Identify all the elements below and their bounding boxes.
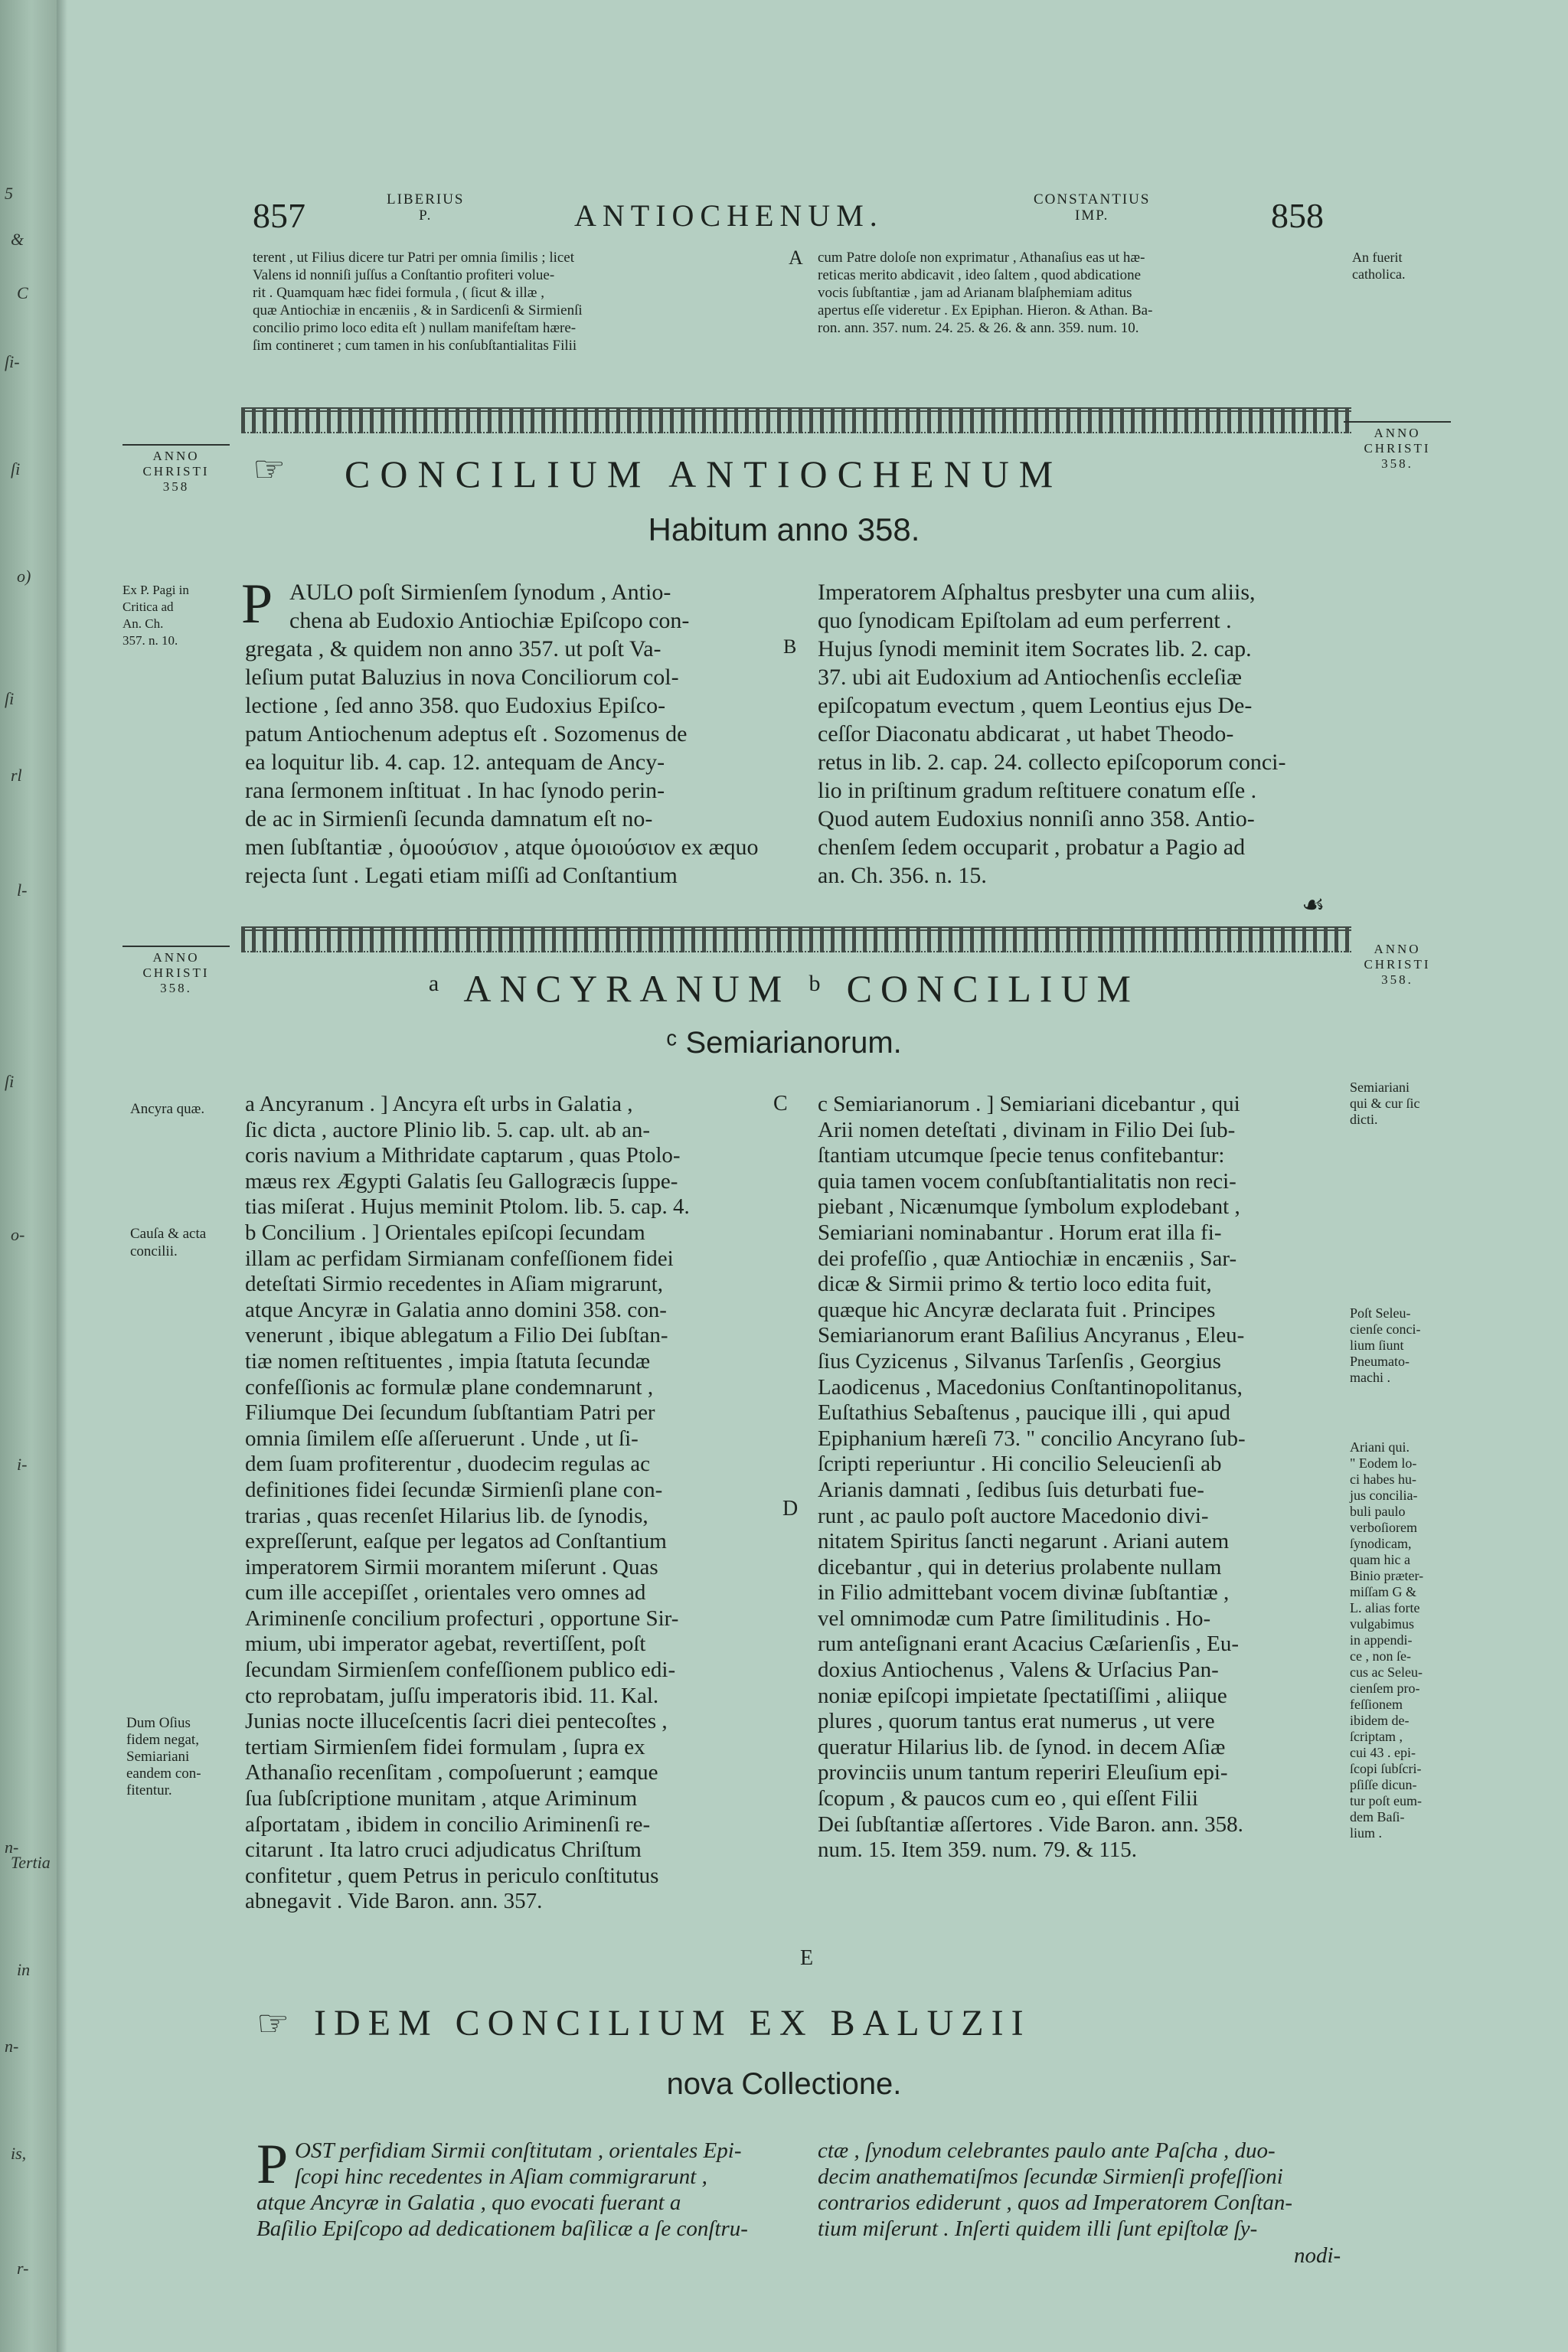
running-head-title: ANTIOCHENUM. — [574, 198, 884, 233]
adjacent-page-fragment: l- — [17, 880, 28, 900]
anno-christi-marker-left-1: ANNO CHRISTI 358 — [122, 444, 230, 495]
section3-text-left-opening: OST perfidiam Sirmii conſtitutam , orientales Epi- ſcopi hinc recedentes in Aſiam commigrarunt , — [295, 2138, 742, 2189]
running-head-left: LIBERIUS P. — [387, 191, 465, 224]
anno-christi-marker-right-1: ANNO CHRISTI 358. — [1344, 421, 1451, 472]
adjacent-page-fragment: ſi — [5, 689, 15, 708]
page-number-right: 858 — [1271, 196, 1324, 235]
adjacent-page-fragment: r- — [17, 2259, 29, 2278]
page-number-left: 857 — [253, 196, 305, 235]
catchword: nodi- — [1294, 2243, 1341, 2268]
carryover-text-left: terent , ut Filius dicere tur Patri per omnia ſimilis ; licet Valens id nonniſi juſſus a Conſtantio profiteri volue- rit . Quamquam hæc fidei formula , ( ſicut & illæ , quæ Antiochiæ in encæniis , & in Sardicenſi & Sirmienſi concilio primo loco edita eſt ) nullam manifeſtam hære- ſim contineret ; cum tamen in his conſubſtantialitas Filii — [253, 250, 583, 354]
ornament-rule-1 — [241, 407, 1351, 433]
section2-text-right: c Semiarianorum . ] Semiariani dicebantur , qui Arii nomen deteſtati , divinam in Filio Dei ſub- ſtantiam utcumque ſpecie tenus confitebantur: quia tamen vocem conſubſtantialitatis non reci- piebant , Nicænumque ſymbolum explodebant , Semiariani nominabantur . Horum erat illa fi- dei profeſſio , quæ Antiochiæ in encæniis , Sar- dicæ & Sirmii primo & tertio loco edita fuit, quæque hic Ancyræ declarata fuit . Principes Semiarianorum erant Baſilius Ancyranus , Eleu- ſius Cyzicenus , Silvanus Tarſenſis , Georgius Laodicenus , Macedonius Conſtantinopolitanus, Euſtathius Sebaſtenus , paucique illi , qui apud Epiphanium hæreſi 73. " concilio Ancyrano ſub- ſcripti reperiuntur . Hi concilio Seleucienſi ab Arianis damnati , ſedibus ſuis deturbati fue- runt , ac paulo poſt auctore Macedonio divi- nitatem Spiritus ſancti negarunt . Ariani autem dicebantur , qui in deterius prolabente nullam in Filio admittebant vocem divinæ ſubſtantiæ , vel omnimodæ cum Patre ſimilitudinis . Ho- rum anteſignani erant Acacius Cæſarienſis , Eu- doxius Antiochenus , Valens & Urſacius Pan- noniæ epiſcopi impietate ſpectatiſſimi , aliique plures , quorum tantus erat numerus , ut vere queratur Hilarius lib. de ſynod. in decem Aſiæ provinciis unum tantum reperiri Eleuſium epi- ſcopum , & paucos cum eo , qui eſſent Filii Dei ſubſtantiæ aſſertores . Vide Baron. ann. 358. num. 15. Item 359. num. 79. & 115. — [818, 1092, 1246, 1863]
section1-text-right: Imperatorem Aſphaltus presbyter una cum aliis, quo ſynodicam Epiſtolam ad eum perferrent . Hujus ſynodi meminit item Socrates lib. 2. cap. 37. ubi ait Eudoxium ad Antiochenſis eccleſiæ epiſcopatum evectum , quem Leontius ejus De- ceſſor Diaconatu abdicarat , ut habet Theodo- retus in lib. 2. cap. 24. collecto epiſcoporum conci- lio in priſtinum gradum reſtituere conatum eſſe . Quod autem Eudoxius nonniſi anno 358. Antio- chenſem ſedem occuparit , probatur a Pagio ad an. Ch. 356. n. 15. — [818, 580, 1286, 888]
drop-cap-p: P — [241, 573, 273, 635]
section-subtitle-habitum: Habitum anno 358. — [648, 511, 920, 547]
adjacent-page-fragment: i- — [17, 1455, 28, 1474]
adjacent-page-fragment: C — [17, 283, 28, 302]
margin-note-ancyra: Ancyra quæ. — [130, 1101, 205, 1117]
anno-christi-marker-left-2: ANNO CHRISTI 358. — [122, 946, 230, 996]
pointing-hand-icon: ☞ — [256, 2004, 290, 2044]
anno-christi-marker-right-2: ANNO CHRISTI 358. — [1364, 942, 1431, 987]
drop-cap-p: P — [256, 2133, 289, 2196]
section-title-antiochenum: CONCILIUM ANTIOCHENUM — [345, 452, 1063, 495]
column-marker-c: C — [773, 1092, 788, 1116]
adjacent-page-fragment: o) — [17, 567, 31, 586]
adjacent-page-strip — [0, 0, 57, 2352]
ornament-rule-2 — [241, 926, 1351, 952]
adjacent-page-fragment: ſi — [5, 1072, 15, 1091]
column-marker-a: A — [789, 247, 803, 269]
margin-note-causa: Cauſa & acta concilii. — [130, 1226, 207, 1259]
section3-text-right: ctæ , ſynodum celebrantes paulo ante Paſcha , duo- decim anathematiſmos ſecundæ Sirmienſi profeſſioni contrarios ediderunt , quos ad Imperatorem Conſtan- tium miſerunt . Inſerti quidem illi ſunt epiſtolæ ſy- — [818, 2138, 1292, 2241]
adjacent-page-fragment: & — [11, 230, 24, 249]
section-title-ancyranum: ᵃ ANCYRANUM ᵇ CONCILIUM — [428, 967, 1140, 1010]
margin-note-semiariani: Semiariani qui & cur ſic dicti. — [1350, 1080, 1420, 1127]
pointing-hand-icon: ☞ — [253, 449, 286, 490]
book-gutter — [57, 0, 67, 2352]
margin-note-ariani: Ariani qui. " Eodem lo- ci habes hu- jus concilia- buli paulo verboſiorem ſynodicam, quam hic a Binio præter- miſſam G & L. alias forte vulgabimus in appendi- ce , non ſe- cus ac Seleu- cienſem pro- feſſionem ibidem de- ſcriptam , cui 43 . epi- ſcopi ſubſcri- pſiſſe dicun- tur poſt eum- dem Baſi- lium . — [1350, 1439, 1424, 1841]
section1-text-left-opening: AULO poſt Sirmienſem ſynodum , Antio- chena ab Eudoxio Antiochiæ Epiſcopo con- — [289, 580, 690, 633]
column-marker-b: B — [783, 635, 797, 658]
margin-note-pneumatomachi: Poſt Seleu- cienſe conci- lium ſiunt Pneumato- machi . — [1350, 1305, 1421, 1385]
adjacent-page-fragment: is, — [11, 2144, 27, 2163]
adjacent-page-fragment: rl — [11, 766, 22, 785]
section3-text-left: atque Ancyræ in Galatia , quo evocati fuerant a Baſilio Epiſcopo ad dedicationem baſilicæ a ſe conſtru- — [256, 2190, 748, 2241]
section-title-baluzii: IDEM CONCILIUM EX BALUZII — [314, 2003, 1031, 2043]
fleuron-icon: ☙ — [1302, 891, 1325, 920]
adjacent-page-fragment: 5 — [5, 184, 13, 203]
section-subtitle-semiarianorum: ᶜ Semiarianorum. — [666, 1026, 902, 1060]
adjacent-page-fragment: ſi- — [5, 352, 20, 371]
adjacent-page-fragment: n- — [5, 1838, 19, 1857]
column-marker-e: E — [800, 1946, 814, 1970]
adjacent-page-fragment: in — [17, 1960, 31, 1979]
section1-text-left: gregata , & quidem non anno 357. ut poſt Va- leſium putat Baluzius in nova Conciliorum col- lectione , ſed anno 358. quo Eudoxius Epiſco- patum Antiochenum adeptus eſt . Sozomenus de ea loquitur lib. 4. cap. 12. antequam de Ancy- rana ſermonem inſtituat . In hac ſynodo perin- de ac in Sirmienſi ſecunda damnatum eſt no- men ſubſtantiæ , ὁμοούσιον , atque ὁμοιούσιον ex æquo rejecta ſunt . Legati etiam miſſi ad Conſtantium — [245, 636, 759, 888]
adjacent-page-fragment: o- — [11, 1225, 25, 1244]
adjacent-page-fragment: Tertia — [11, 1853, 51, 1872]
margin-note-osius: Dum Oſius fidem negat, Semiariani eandem con- fitentur. — [126, 1715, 201, 1798]
running-head-right: CONSTANTIUS IMP. — [1034, 191, 1151, 224]
section-subtitle-collectione: nova Collectione. — [666, 2067, 902, 2101]
carryover-text-right: cum Patre doloſe non exprimatur , Athanaſius eas ut hæ- reticas merito abdicavit , ideo ſaltem , quod abdicatione vocis ſubſtantiæ , jam ad Arianam blaſphemiam aditus apertus eſſe videretur . Ex Epiphan. Hieron. & Athan. Ba- ron. ann. 357. num. 24. 25. & 26. & ann. 359. num. 10. — [818, 250, 1153, 336]
section2-text-left: a Ancyranum . ] Ancyra eſt urbs in Galatia , ſic dicta , auctore Plinio lib. 5. cap. ult. ab an- coris navium a Mithridate captarum , quas Ptolo- mæus rex Ægypti Galatis ſeu Gallogræcis ſuppe- tias miſerat . Hujus meminit Ptolom. lib. 5. cap. 4. b Concilium . ] Orientales epiſcopi ſecundam illam ac perfidam Sirmianam confeſſionem fidei deteſtati Sirmio recedentes in Aſiam migrarunt, atque Ancyræ in Galatia anno domini 358. con- venerunt , ibique ablegatum a Filio Dei ſubſtan- tiæ nomen reſtituentes , impia ſtatuta ſecundæ confeſſionis ac formulæ plane condemnarunt , Filiumque Dei ſecundum ſubſtantiam Patri per omnia ſimilem eſſe aſſeruerunt . Unde , ut ſi- dem ſuam profiterentur , duodecim regulas ac definitiones fidei ſecundæ Sirmienſi plane con- trarias , quas recenſet Hilarius lib. de ſynodis, expreſſerunt, eaſque per legatos ad Conſtantium imperatorem Sirmii morantem miſerunt . Quas cum ille accepiſſet , orientales vero omnes ad Ariminenſe concilium profecturi , opportune Sir- mium, ubi imperator agebat, revertiſſent, poſt ſecundam Sirmienſem confeſſionem publico edi- cto reprobatam, juſſu imperatoris ibid. 11. Kal. Junias nocte illuceſcentis ſacri diei pentecoſtes , tertiam Sirmienſem fidei formulam , ſupra ex Athanaſio recenſitam , compoſuerunt ; eamque ſua ſubſcriptione munitam , atque Ariminum aſportatam , ibidem in concilio Ariminenſi re- citarunt . Ita latro cruci adjudicatus Chriſtum confitetur , quem Petrus in periculo conſtitutus abnegavit . Vide Baron. ann. 357. — [245, 1092, 690, 1914]
margin-note-catholica: An fuerit catholica. — [1352, 250, 1406, 282]
adjacent-page-fragment: ſi — [11, 459, 21, 479]
adjacent-page-fragment: n- — [5, 2037, 19, 2056]
margin-note-pagi: Ex P. Pagi in Critica ad An. Ch. 357. n. 10. — [122, 583, 189, 648]
column-marker-d: D — [782, 1497, 799, 1521]
